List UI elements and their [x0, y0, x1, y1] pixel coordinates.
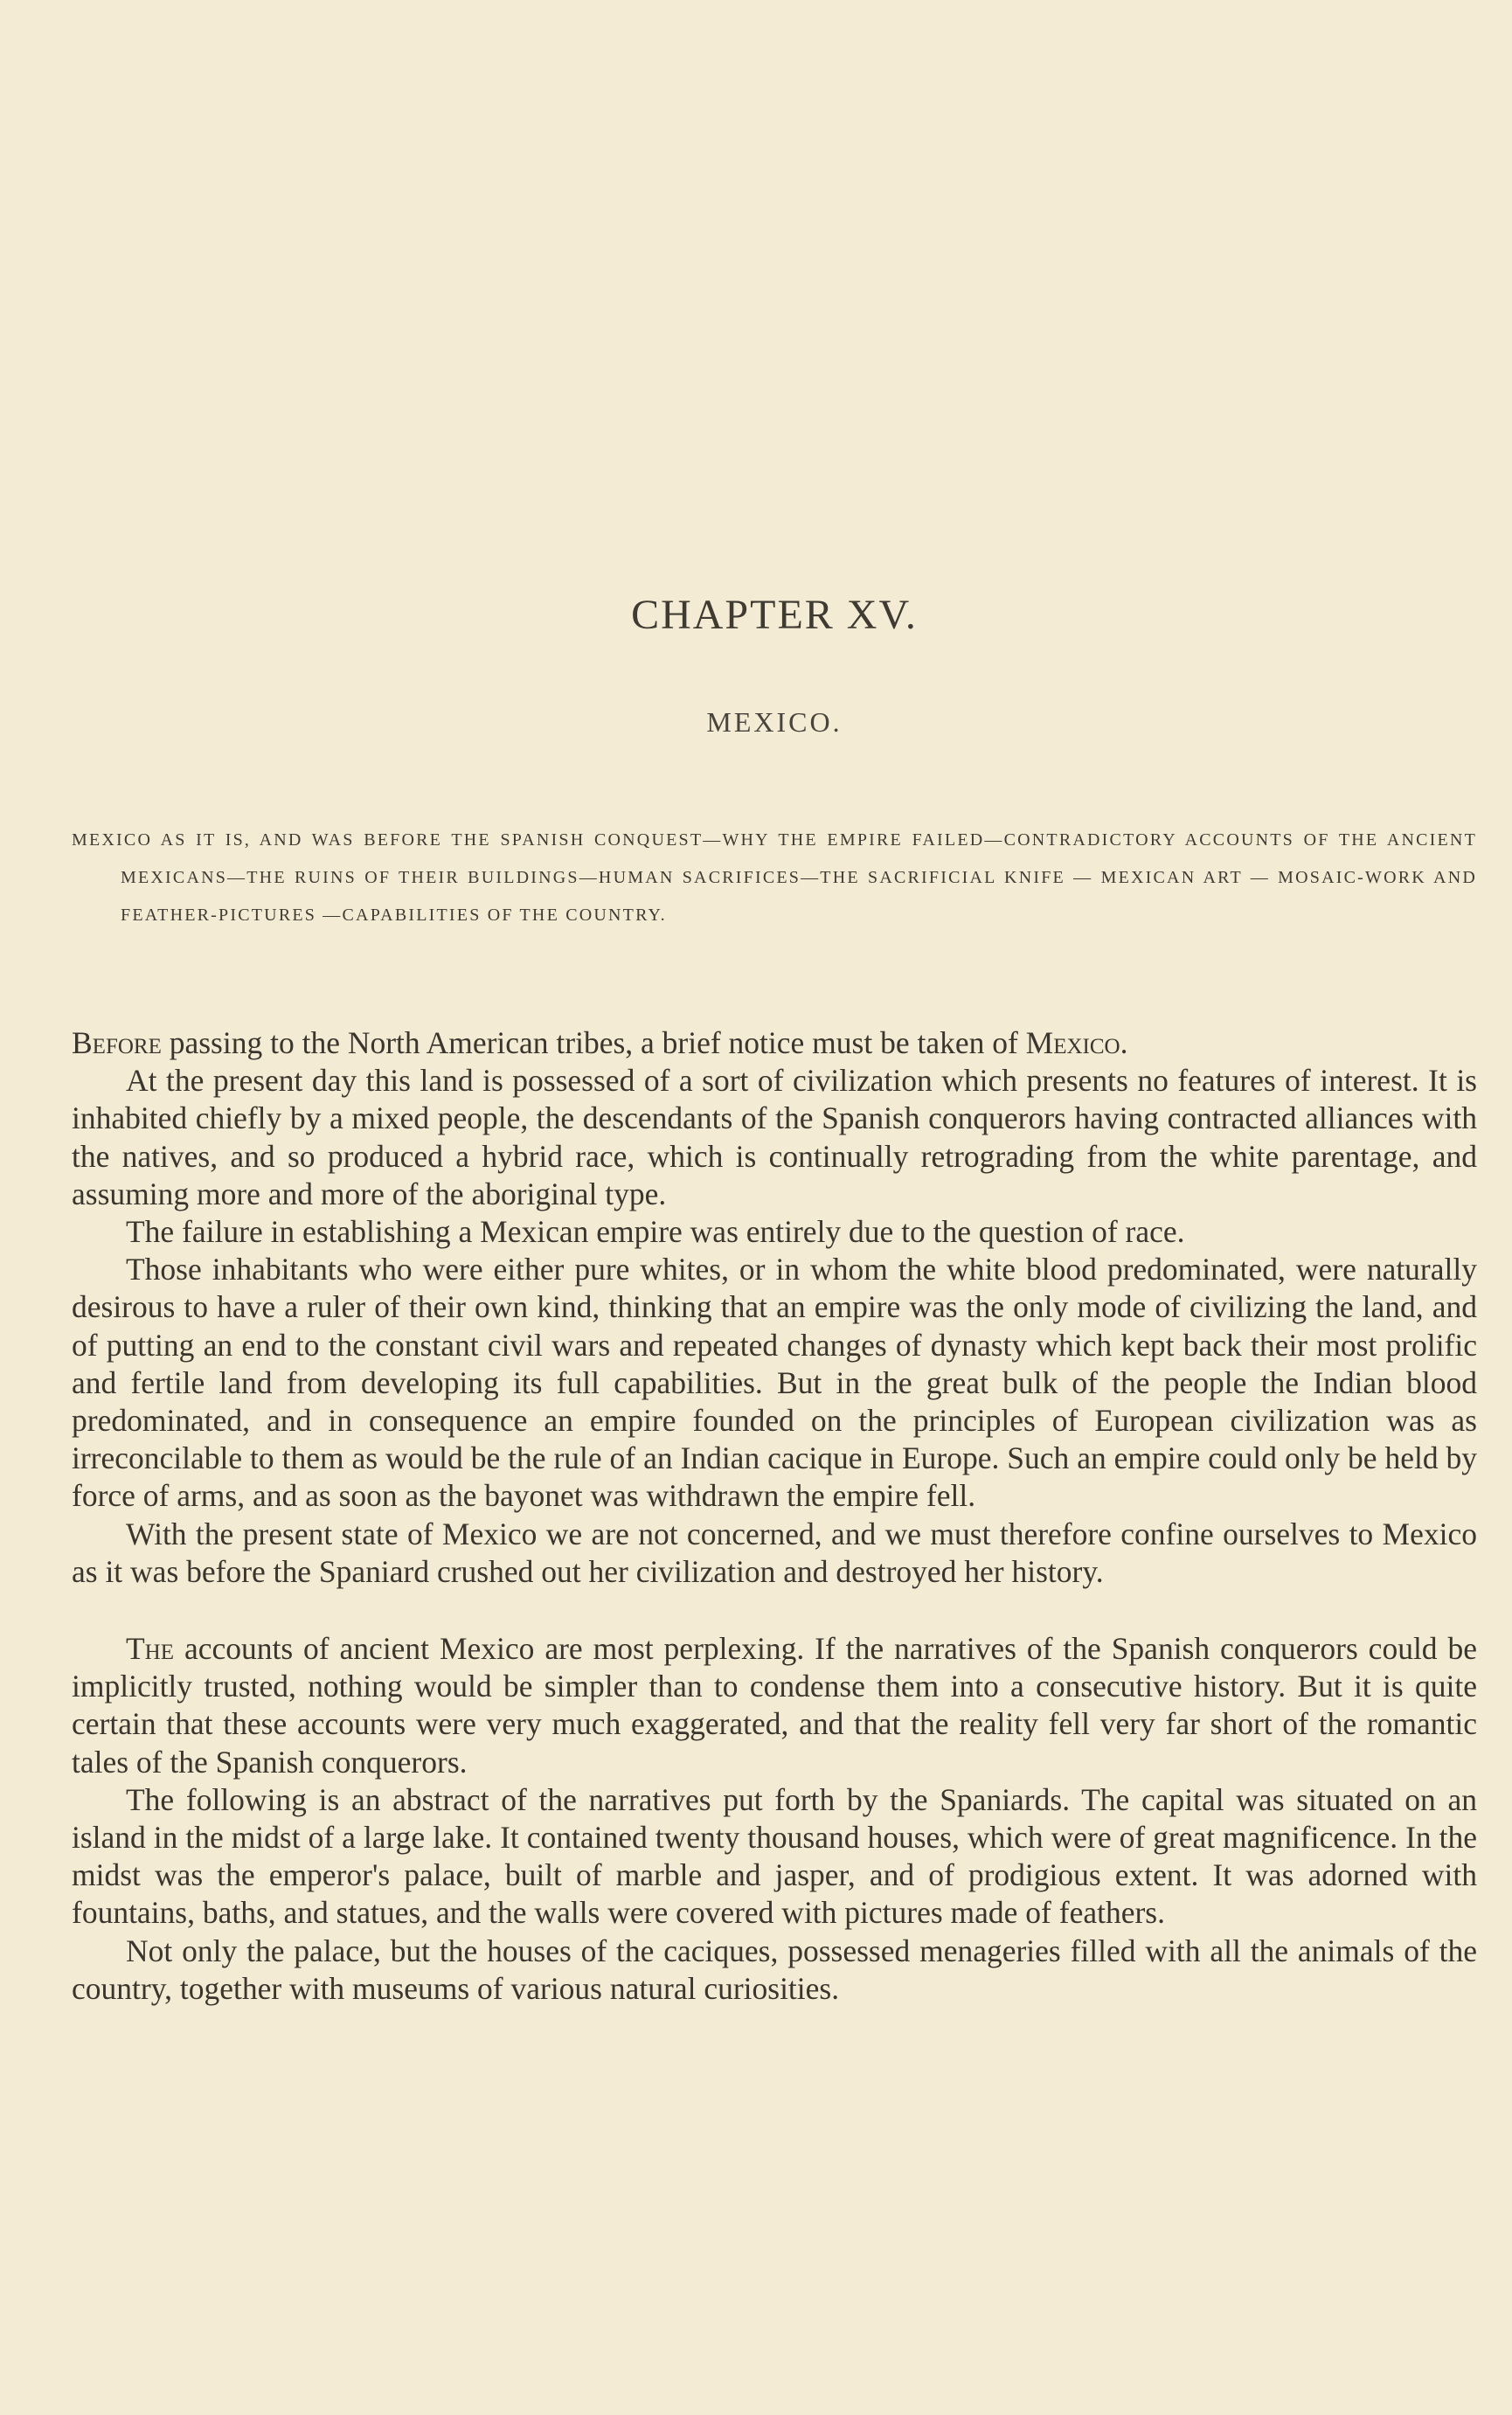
paragraph-1-lead: Before	[72, 1025, 162, 1060]
paragraph-3: The failure in establishing a Mexican empire was entirely due to the question of race.	[126, 1214, 1185, 1250]
paragraph-1-emphasis: Mexico	[1025, 1025, 1120, 1060]
paragraph-8: Not only the palace, but the houses of the caciques, possessed menageries filled with all the animals of the country, together with museums of various natural curiosities.	[72, 1933, 1477, 2006]
paragraph-6	[72, 1630, 1477, 1781]
paragraph-1-text-b: .	[1120, 1025, 1128, 1060]
chapter-subtitle: MEXICO.	[706, 706, 843, 738]
paragraph-6-text: accounts of ancient Mexico are most perplexing. If the narratives of the Spanish conquerors could be implicitly trusted, nothing would be simpler than to condense them into a consecutive history. But it is quite certain that these accounts were very much exaggerated, and that the reality fell very far short of the romantic tales of the Spanish conquerors.	[72, 1631, 1477, 1780]
paragraph-2: At the present day this land is possessed of a sort of civilization which presents no features of interest. It is inhabited chiefly by a mixed people, the descendants of the Spanish conquerors having contracted alliances with the natives, and so produced a hybrid race, which is continually retrograding from the white parentage, and assuming more and more of the aboriginal type.	[72, 1063, 1477, 1211]
paragraph-1-text-a: passing to the North American tribes, a brief notice must be taken of	[161, 1025, 1026, 1060]
body-text	[72, 1024, 1477, 2008]
chapter-title: CHAPTER XV.	[631, 592, 918, 638]
chapter-summary-text: MEXICO AS IT IS, AND WAS BEFORE THE SPANISH CONQUEST—WHY THE EMPIRE FAILED—CONTRADICTORY ACCOUNTS OF THE ANCIENT MEXICANS—THE RUINS OF THEIR BUILDINGS—HUMAN SACRIFICES—THE SACRIFICIAL KNIFE — MEXICAN ART — MOSAIC-WORK AND FEATHER-PICTURES —CAPABILITIES OF THE COUNTRY.	[72, 830, 1477, 925]
paragraph-7: The following is an abstract of the narratives put forth by the Spaniards. The capital was situated on an island in the midst of a large lake. It contained twenty thousand houses, which were of great magnificence. In the midst was the emperor's palace, built of marble and jasper, and of prodigious extent. It was adorned with fountains, baths, and statues, and the walls were covered with pictures made of feathers.	[72, 1781, 1477, 1931]
paragraph-4: Those inhabitants who were either pure whites, or in whom the white blood predominated, were naturally desirous to have a ruler of their own kind, thinking that an empire was the only mode of civilizing the land, and of putting an end to the constant civil wars and repeated changes of dynasty which kept back their most prolific and fertile land from developing its full capabilities. But in the great bulk of the people the Indian blood predominated, and in consequence an empire founded on the principles of European civilization was as irreconcilable to them as would be the rule of an Indian cacique in Europe. Such an empire could only be held by force of arms, and as soon as the bayonet was withdrawn the empire fell.	[72, 1252, 1477, 1514]
book-page	[72, 0, 1477, 2415]
chapter-summary	[72, 822, 1477, 934]
paragraph-6-lead: The	[126, 1631, 175, 1667]
paragraph-5: With the present state of Mexico we are not concerned, and we must therefore confine ourselves to Mexico as it was before the Spaniard crushed out her civilization and destroyed her history.	[72, 1516, 1477, 1589]
paragraph-1	[72, 1024, 1477, 1062]
